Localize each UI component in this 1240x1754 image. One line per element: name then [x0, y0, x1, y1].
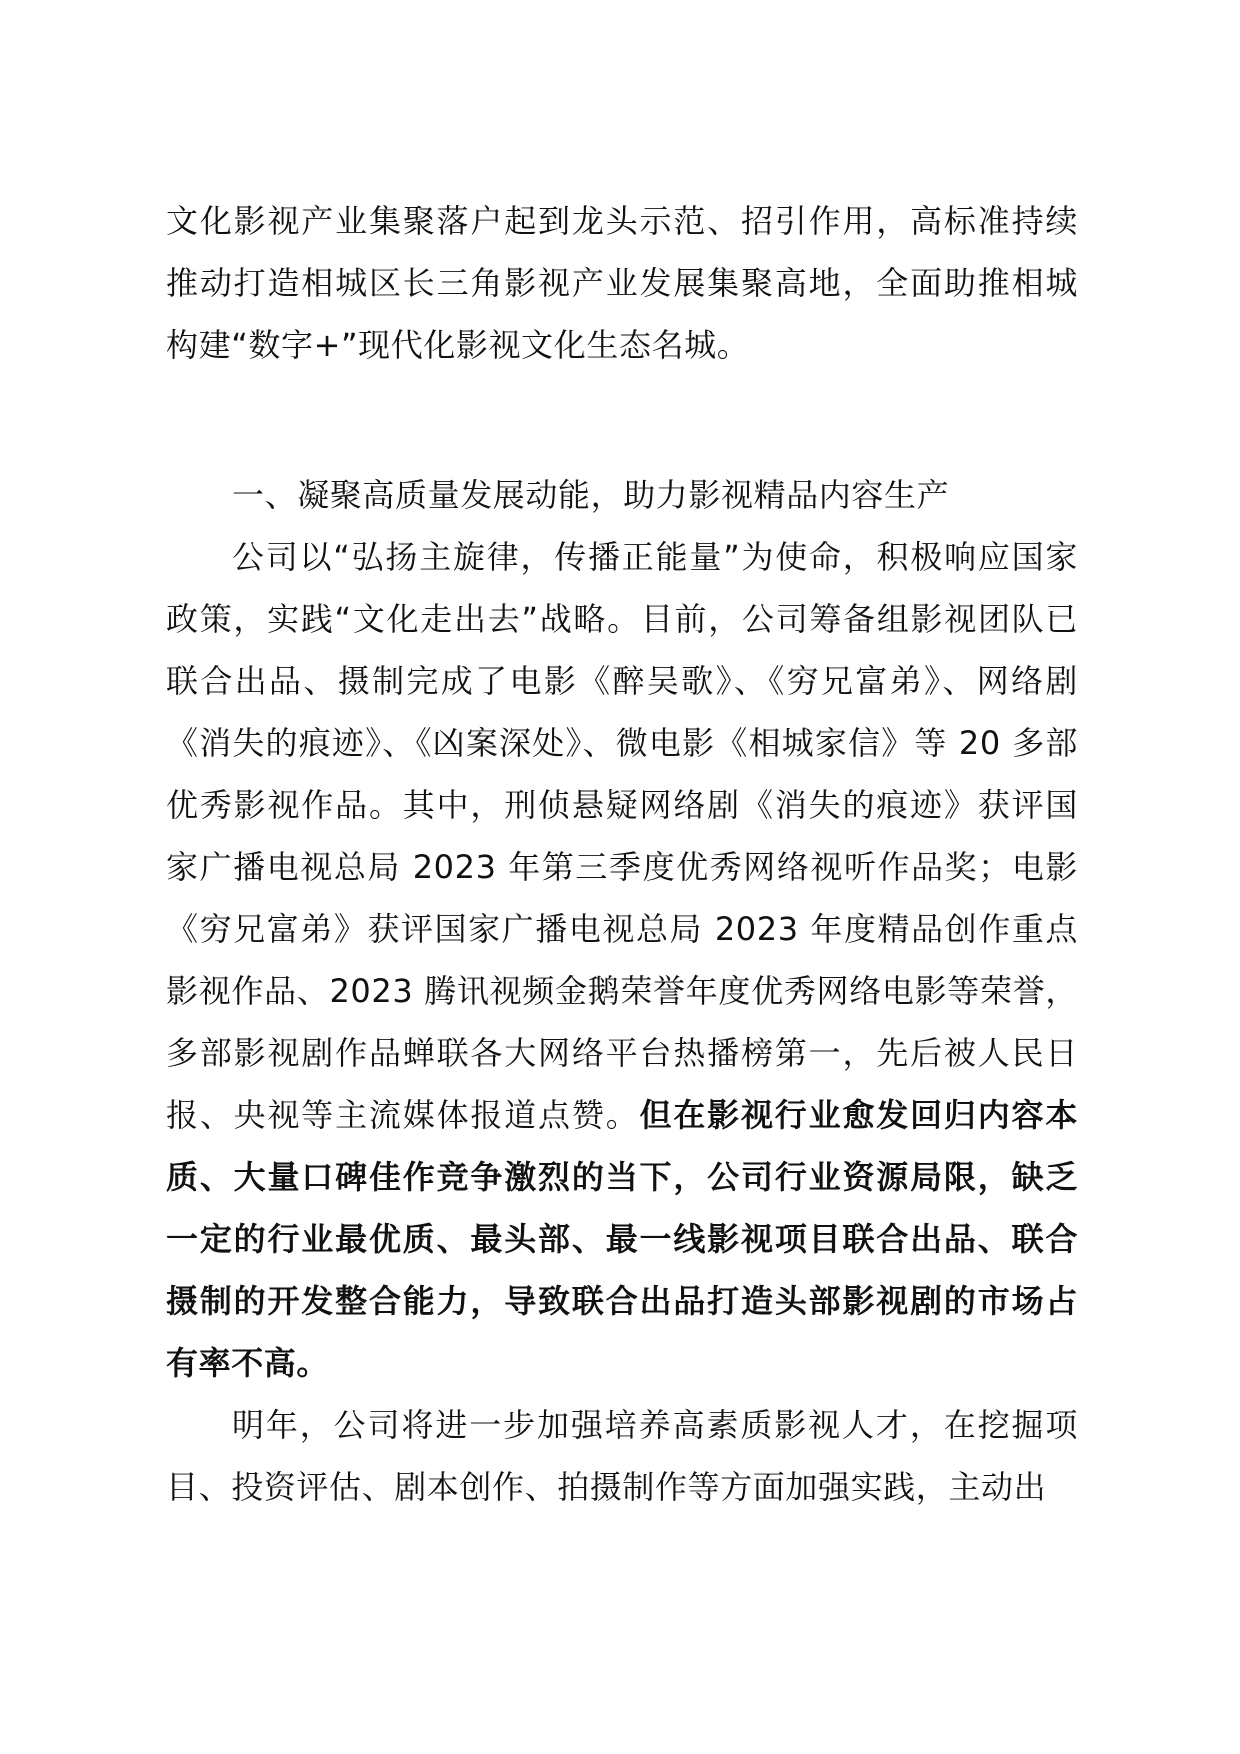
- section-heading: 一、凝聚高质量发展动能，助力影视精品内容生产: [232, 476, 950, 514]
- body-paragraph-1: [166, 526, 1078, 1394]
- body-paragraph-1-text: 公司以“弘扬主旋律，传播正能量”为使命，积极响应国家政策，实践“文化走出去”战略。目前，公司筹备组影视团队已联合出品、摄制完成了电影《醉吴歌》、《穷兄富弟》、网络剧《消失的痕迹》、《凶案深处》、微电影《相城家信》等 20 多部优秀影视作品。其中，刑侦悬疑网络剧《消失的痕迹》获评国家广播电视总局 2023 年第三季度优秀网络视听作品奖；电影《穷兄富弟》获评国家广播电视总局 2023 年度精品创作重点影视作品、2023 腾讯视频金鹅荣誉年度优秀网络电影等荣誉，多部影视剧作品蝉联各大网络平台热播榜第一，先后被人民日报、央视等主流媒体报道点赞。: [166, 538, 1078, 1134]
- body-paragraph-1-bold-text: 但在影视行业愈发回归内容本质、大量口碑佳作竞争激烈的当下，公司行业资源局限，缺乏一定的行业最优质、最头部、最一线影视项目联合出品、联合摄制的开发整合能力，导致联合出品打造头部影视剧的市场占有率不高。: [166, 1096, 1078, 1382]
- body-paragraph-2: 明年，公司将进一步加强培养高素质影视人才，在挖掘项目、投资评估、剧本创作、拍摄制作等方面加强实践，主动出: [166, 1406, 1078, 1506]
- document-page: [166, 190, 1078, 1518]
- intro-paragraph: 文化影视产业集聚落户起到龙头示范、招引作用，高标准持续推动打造相城区长三角影视产业发展集聚高地，全面助推相城构建“数字+”现代化影视文化生态名城。: [166, 202, 1078, 364]
- paragraph-spacer: [166, 376, 1078, 464]
